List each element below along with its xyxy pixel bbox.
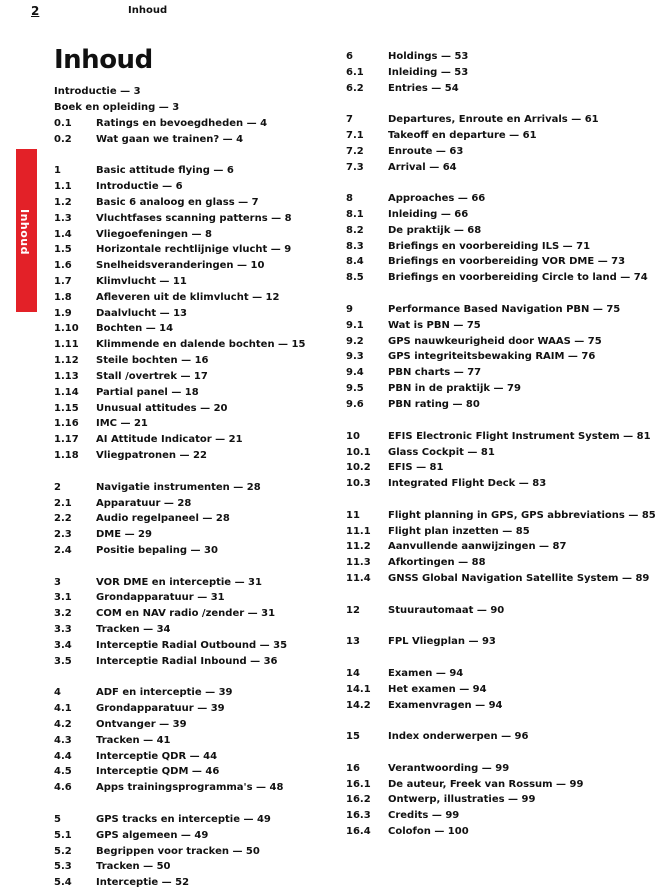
toc-entry-title: Basic attitude flying — 6 xyxy=(96,165,234,176)
toc-entry-title: Vliegpatronen — 22 xyxy=(96,450,207,461)
toc-entry-title: GPS integriteitsbewaking RAIM — 76 xyxy=(388,351,596,362)
toc-entry-number: 5.1 xyxy=(54,830,72,841)
toc-entry-number: 10.1 xyxy=(346,447,371,458)
toc-entry-title: Ontwerp, illustraties — 99 xyxy=(388,794,536,805)
toc-entry-title: Ratings en bevoegdheden — 4 xyxy=(96,118,268,129)
toc-entry-number: 6.2 xyxy=(346,83,364,94)
toc-entry-title: GPS tracks en interceptie — 49 xyxy=(96,814,271,825)
toc-entry-number: 1.6 xyxy=(54,260,72,271)
running-head: Inhoud xyxy=(128,5,168,16)
toc-entry-title: DME — 29 xyxy=(96,529,152,540)
toc-entry-title: Afleveren uit de klimvlucht — 12 xyxy=(96,292,280,303)
toc-entry-number: 5.4 xyxy=(54,877,72,888)
toc-entry-number: 9.3 xyxy=(346,351,364,362)
toc-entry-title: Vliegoefeningen — 8 xyxy=(96,229,212,240)
toc-entry-number: 11 xyxy=(346,510,360,521)
toc-entry-number: 9.2 xyxy=(346,336,364,347)
section-tab xyxy=(16,149,37,312)
toc-entry-number: 7.1 xyxy=(346,130,364,141)
toc-entry-title: Takeoff en departure — 61 xyxy=(388,130,537,141)
toc-entry-number: 1.5 xyxy=(54,244,72,255)
toc-entry-number: 5.2 xyxy=(54,846,72,857)
toc-entry-number: 4.3 xyxy=(54,735,72,746)
toc-entry-title: Holdings — 53 xyxy=(388,51,469,62)
toc-entry-title: Partial panel — 18 xyxy=(96,387,199,398)
toc-entry-number: 1.2 xyxy=(54,197,72,208)
toc-entry-title: Snelheidsveranderingen — 10 xyxy=(96,260,265,271)
toc-entry-title: Briefings en voorbereiding Circle to land — 74 xyxy=(388,272,648,283)
toc-entry-title: GPS nauwkeurigheid door WAAS — 75 xyxy=(388,336,602,347)
toc-entry-number: 1.18 xyxy=(54,450,79,461)
toc-entry-title: Flight plan inzetten — 85 xyxy=(388,526,530,537)
toc-entry-number: 11.2 xyxy=(346,541,371,552)
toc-entry-title: Vluchtfases scanning patterns — 8 xyxy=(96,213,292,224)
toc-entry-number: 7 xyxy=(346,114,353,125)
toc-entry-number: 1.14 xyxy=(54,387,79,398)
toc-entry-number: 3 xyxy=(54,577,61,588)
section-tab-label: Inhoud xyxy=(18,209,31,256)
toc-entry-title: Afkortingen — 88 xyxy=(388,557,486,568)
toc-entry-title: Colofon — 100 xyxy=(388,826,469,837)
toc-entry-title: Flight planning in GPS, GPS abbreviations — 85 xyxy=(388,510,656,521)
toc-entry-title: EFIS Electronic Flight Instrument System — 81 xyxy=(388,431,651,442)
toc-entry-title: Tracken — 34 xyxy=(96,624,171,635)
toc-entry-number: 2.1 xyxy=(54,498,72,509)
toc-entry-title: Credits — 99 xyxy=(388,810,460,821)
toc-entry-number: 2.3 xyxy=(54,529,72,540)
toc-entry-number: 1.3 xyxy=(54,213,72,224)
toc-entry-title: ADF en interceptie — 39 xyxy=(96,687,233,698)
toc-entry-number: 4.6 xyxy=(54,782,72,793)
toc-entry-title: Audio regelpaneel — 28 xyxy=(96,513,230,524)
toc-entry-number: 8.5 xyxy=(346,272,364,283)
toc-entry-title: Apps trainingsprogramma's — 48 xyxy=(96,782,284,793)
toc-entry-number: 1.17 xyxy=(54,434,79,445)
toc-entry-title: Aanvullende aanwijzingen — 87 xyxy=(388,541,567,552)
toc-entry-number: 9.4 xyxy=(346,367,364,378)
toc-entry-number: 4.2 xyxy=(54,719,72,730)
toc-entry-title: Klimvlucht — 11 xyxy=(96,276,187,287)
toc-entry-title: Index onderwerpen — 96 xyxy=(388,731,529,742)
toc-entry-title: Verantwoording — 99 xyxy=(388,763,510,774)
toc-entry-number: 3.3 xyxy=(54,624,72,635)
toc-entry-title: Begrippen voor tracken — 50 xyxy=(96,846,260,857)
toc-entry-number: 10 xyxy=(346,431,360,442)
toc-entry-number: 11.1 xyxy=(346,526,371,537)
page-number: 2 xyxy=(31,4,40,18)
toc-entry-title: Inleiding — 53 xyxy=(388,67,469,78)
toc-entry-title: Het examen — 94 xyxy=(388,684,487,695)
toc-entry-title: Integrated Flight Deck — 83 xyxy=(388,478,547,489)
toc-entry-title: Tracken — 50 xyxy=(96,861,171,872)
toc-entry-number: 6.1 xyxy=(346,67,364,78)
toc-entry-number: 14.1 xyxy=(346,684,371,695)
toc-entry-number: 3.4 xyxy=(54,640,72,651)
toc-entry-number: 16.4 xyxy=(346,826,371,837)
toc-entry-number: 16.3 xyxy=(346,810,371,821)
toc-entry-number: 4.4 xyxy=(54,751,72,762)
toc-entry-number: 0.1 xyxy=(54,118,72,129)
toc-entry-number: 3.1 xyxy=(54,592,72,603)
toc-entry-number: 3.5 xyxy=(54,656,72,667)
toc-entry-title: Departures, Enroute en Arrivals — 61 xyxy=(388,114,599,125)
toc-entry-title: Wat gaan we trainen? — 4 xyxy=(96,134,244,145)
toc-entry-title: Bochten — 14 xyxy=(96,323,174,334)
toc-entry-number: 15 xyxy=(346,731,360,742)
toc-entry-title: Ontvanger — 39 xyxy=(96,719,187,730)
toc-entry-number: 4.5 xyxy=(54,766,72,777)
toc-entry-title: Introductie — 3 xyxy=(54,86,141,97)
toc-entry-number: 2 xyxy=(54,482,61,493)
toc-entry-title: IMC — 21 xyxy=(96,418,148,429)
toc-entry-title: Apparatuur — 28 xyxy=(96,498,192,509)
toc-entry-number: 7.3 xyxy=(346,162,364,173)
toc-entry-number: 4.1 xyxy=(54,703,72,714)
toc-entry-title: Stuurautomaat — 90 xyxy=(388,605,505,616)
toc-entry-number: 0.2 xyxy=(54,134,72,145)
toc-entry-title: Interceptie Radial Inbound — 36 xyxy=(96,656,278,667)
toc-entry-title: Steile bochten — 16 xyxy=(96,355,209,366)
toc-entry-title: Examenvragen — 94 xyxy=(388,700,503,711)
toc-entry-title: Performance Based Navigation PBN — 75 xyxy=(388,304,621,315)
toc-entry-number: 12 xyxy=(346,605,360,616)
toc-entry-number: 8.3 xyxy=(346,241,364,252)
toc-entry-number: 9.5 xyxy=(346,383,364,394)
toc-entry-title: VOR DME en interceptie — 31 xyxy=(96,577,262,588)
toc-entry-number: 1.15 xyxy=(54,403,79,414)
toc-entry-title: PBN in de praktijk — 79 xyxy=(388,383,521,394)
toc-entry-number: 8.4 xyxy=(346,256,364,267)
toc-entry-title: Wat is PBN — 75 xyxy=(388,320,481,331)
toc-entry-title: Unusual attitudes — 20 xyxy=(96,403,228,414)
toc-entry-title: FPL Vliegplan — 93 xyxy=(388,636,496,647)
toc-entry-title: Daalvlucht — 13 xyxy=(96,308,187,319)
toc-entry-number: 6 xyxy=(346,51,353,62)
toc-entry-title: Interceptie QDR — 44 xyxy=(96,751,218,762)
toc-entry-number: 1.11 xyxy=(54,339,79,350)
toc-entry-number: 14.2 xyxy=(346,700,371,711)
toc-entry-title: Grondapparatuur — 39 xyxy=(96,703,225,714)
toc-entry-number: 1.9 xyxy=(54,308,72,319)
toc-entry-number: 10.2 xyxy=(346,462,371,473)
toc-entry-title: AI Attitude Indicator — 21 xyxy=(96,434,243,445)
toc-entry-number: 1.10 xyxy=(54,323,79,334)
toc-entry-number: 1 xyxy=(54,165,61,176)
toc-entry-number: 4 xyxy=(54,687,61,698)
toc-entry-number: 5.3 xyxy=(54,861,72,872)
toc-entry-title: Enroute — 63 xyxy=(388,146,464,157)
toc-entry-number: 1.1 xyxy=(54,181,72,192)
toc-entry-title: EFIS — 81 xyxy=(388,462,444,473)
toc-entry-title: Interceptie QDM — 46 xyxy=(96,766,220,777)
toc-entry-number: 9.6 xyxy=(346,399,364,410)
toc-entry-number: 8.2 xyxy=(346,225,364,236)
toc-entry-number: 11.3 xyxy=(346,557,371,568)
toc-entry-number: 8.1 xyxy=(346,209,364,220)
toc-entry-number: 2.4 xyxy=(54,545,72,556)
toc-entry-title: Positie bepaling — 30 xyxy=(96,545,218,556)
toc-entry-title: Grondapparatuur — 31 xyxy=(96,592,225,603)
toc-entry-number: 1.16 xyxy=(54,418,79,429)
toc-entry-number: 16.1 xyxy=(346,779,371,790)
toc-entry-title: Briefings en voorbereiding VOR DME — 73 xyxy=(388,256,626,267)
toc-entry-number: 1.4 xyxy=(54,229,72,240)
toc-entry-title: Arrival — 64 xyxy=(388,162,457,173)
toc-entry-title: Glass Cockpit — 81 xyxy=(388,447,495,458)
toc-entry-title: De auteur, Freek van Rossum — 99 xyxy=(388,779,584,790)
toc-entry-title: PBN charts — 77 xyxy=(388,367,482,378)
toc-entry-number: 3.2 xyxy=(54,608,72,619)
toc-entry-number: 7.2 xyxy=(346,146,364,157)
toc-entry-title: Interceptie — 52 xyxy=(96,877,190,888)
toc-entry-title: GNSS Global Navigation Satellite System — 89 xyxy=(388,573,650,584)
toc-entry-title: GPS algemeen — 49 xyxy=(96,830,209,841)
toc-entry-title: Navigatie instrumenten — 28 xyxy=(96,482,261,493)
toc-entry-number: 9.1 xyxy=(346,320,364,331)
toc-entry-title: Introductie — 6 xyxy=(96,181,183,192)
toc-entry-title: Basic 6 analoog en glass — 7 xyxy=(96,197,259,208)
toc-entry-title: PBN rating — 80 xyxy=(388,399,480,410)
toc-entry-title: Briefings en voorbereiding ILS — 71 xyxy=(388,241,591,252)
toc-entry-number: 11.4 xyxy=(346,573,371,584)
toc-entry-title: Horizontale rechtlijnige vlucht — 9 xyxy=(96,244,292,255)
page-title: Inhoud xyxy=(54,45,153,75)
toc-entry-title: Boek en opleiding — 3 xyxy=(54,102,180,113)
toc-entry-title: Tracken — 41 xyxy=(96,735,171,746)
toc-entry-title: Stall /overtrek — 17 xyxy=(96,371,208,382)
toc-entry-title: COM en NAV radio /zender — 31 xyxy=(96,608,276,619)
toc-entry-number: 16.2 xyxy=(346,794,371,805)
toc-entry-title: Interceptie Radial Outbound — 35 xyxy=(96,640,288,651)
toc-entry-title: Entries — 54 xyxy=(388,83,459,94)
toc-entry-title: Klimmende en dalende bochten — 15 xyxy=(96,339,306,350)
toc-entry-number: 1.13 xyxy=(54,371,79,382)
toc-entry-number: 2.2 xyxy=(54,513,72,524)
toc-entry-title: De praktijk — 68 xyxy=(388,225,482,236)
toc-entry-number: 1.7 xyxy=(54,276,72,287)
toc-entry-title: Approaches — 66 xyxy=(388,193,486,204)
toc-entry-number: 5 xyxy=(54,814,61,825)
toc-entry-number: 1.12 xyxy=(54,355,79,366)
toc-entry-number: 1.8 xyxy=(54,292,72,303)
toc-entry-number: 10.3 xyxy=(346,478,371,489)
toc-entry-number: 9 xyxy=(346,304,353,315)
toc-entry-number: 13 xyxy=(346,636,360,647)
toc-entry-title: Examen — 94 xyxy=(388,668,464,679)
toc-entry-number: 16 xyxy=(346,763,360,774)
toc-entry-title: Inleiding — 66 xyxy=(388,209,469,220)
toc-entry-number: 14 xyxy=(346,668,360,679)
toc-entry-number: 8 xyxy=(346,193,353,204)
